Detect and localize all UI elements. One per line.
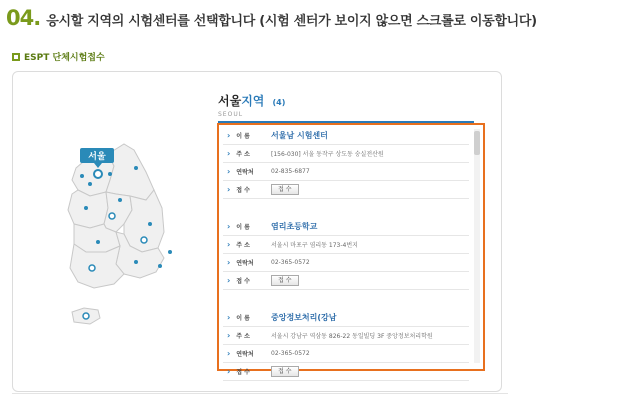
apply-label: › 접 수 xyxy=(223,185,269,194)
step-number: 04. xyxy=(6,6,41,30)
apply-button[interactable]: 접 수 xyxy=(271,184,299,195)
center-dot[interactable] xyxy=(84,206,88,210)
scrollbar-thumb[interactable] xyxy=(474,131,480,155)
region-header xyxy=(218,90,474,123)
center-card xyxy=(223,218,469,290)
center-dot[interactable] xyxy=(168,250,172,254)
korea-map[interactable] xyxy=(50,128,190,334)
name-label: › 이 름 xyxy=(223,222,269,231)
center-apply-row xyxy=(223,363,469,381)
apply-button[interactable]: 접 수 xyxy=(271,275,299,286)
center-dot[interactable] xyxy=(83,313,89,319)
region-title xyxy=(218,94,264,108)
map-region-chungnam[interactable] xyxy=(68,190,108,228)
center-dot[interactable] xyxy=(89,265,95,271)
center-address-row xyxy=(223,327,469,345)
center-address: [156-030] 서울 동작구 상도동 숭실전산원 xyxy=(271,151,384,158)
phone-label: › 연락처 xyxy=(223,258,269,267)
center-address: 서울시 강남구 역삼동 826-22 동일빌딩 3F 중앙정보처리학원 xyxy=(271,333,433,340)
center-phone: 02-365-0572 xyxy=(271,259,310,266)
center-phone: 02-835-6877 xyxy=(271,168,310,175)
region-english: SEOUL xyxy=(218,111,244,118)
center-dot[interactable] xyxy=(148,222,152,226)
step-header xyxy=(6,6,537,34)
center-dot[interactable] xyxy=(134,166,138,170)
center-dot[interactable] xyxy=(88,182,92,186)
center-card xyxy=(223,309,469,381)
region-count: (4) xyxy=(272,98,286,107)
center-dot[interactable] xyxy=(118,198,122,202)
center-name: 서울남 시험센터 xyxy=(271,131,328,140)
apply-button[interactable]: 접 수 xyxy=(271,366,299,377)
center-name-row xyxy=(223,218,469,236)
center-dot[interactable] xyxy=(109,213,115,219)
phone-label: › 연락처 xyxy=(223,167,269,176)
center-phone-row xyxy=(223,163,469,181)
address-label: › 주 소 xyxy=(223,149,269,158)
center-dot[interactable] xyxy=(94,170,102,178)
address-label: › 주 소 xyxy=(223,240,269,249)
center-dot[interactable] xyxy=(80,174,84,178)
name-label: › 이 름 xyxy=(223,313,269,322)
center-name: 염리초등학교 xyxy=(271,222,318,231)
center-dot[interactable] xyxy=(134,260,138,264)
address-label: › 주 소 xyxy=(223,331,269,340)
square-bullet-icon xyxy=(12,53,20,61)
center-name: 중앙정보처리(강남 xyxy=(271,313,337,322)
region-name-accent: 지역 xyxy=(241,94,265,108)
name-label: › 이 름 xyxy=(223,131,269,140)
center-dot[interactable] xyxy=(96,240,100,244)
center-address-row xyxy=(223,145,469,163)
center-apply-row xyxy=(223,272,469,290)
center-phone: 02-365-0572 xyxy=(271,350,310,357)
section-subtitle-text: ESPT 단체시험접수 xyxy=(24,53,105,63)
center-dot[interactable] xyxy=(141,237,147,243)
list-scrollbar[interactable] xyxy=(474,129,480,363)
center-address-row xyxy=(223,236,469,254)
apply-label: › 접 수 xyxy=(223,276,269,285)
region-name-main: 서울 xyxy=(218,94,242,108)
center-apply-row xyxy=(223,181,469,199)
selected-region-label: 서울 xyxy=(88,152,106,162)
center-list[interactable] xyxy=(217,123,485,376)
center-phone-row xyxy=(223,254,469,272)
center-dot[interactable] xyxy=(158,264,162,268)
center-dot[interactable] xyxy=(108,172,112,176)
apply-label: › 접 수 xyxy=(223,367,269,376)
center-name-row xyxy=(223,127,469,145)
center-list-content xyxy=(223,127,469,400)
section-subtitle xyxy=(12,50,105,63)
phone-label: › 연락처 xyxy=(223,349,269,358)
center-name-row xyxy=(223,309,469,327)
step-title: 응시할 지역의 시험센터를 선택합니다 (시험 센터가 보이지 않으면 스크롤로 이동합니다) xyxy=(46,14,537,29)
center-phone-row xyxy=(223,345,469,363)
center-card xyxy=(223,127,469,199)
center-address: 서울시 마포구 염리동 173-4번지 xyxy=(271,242,358,249)
